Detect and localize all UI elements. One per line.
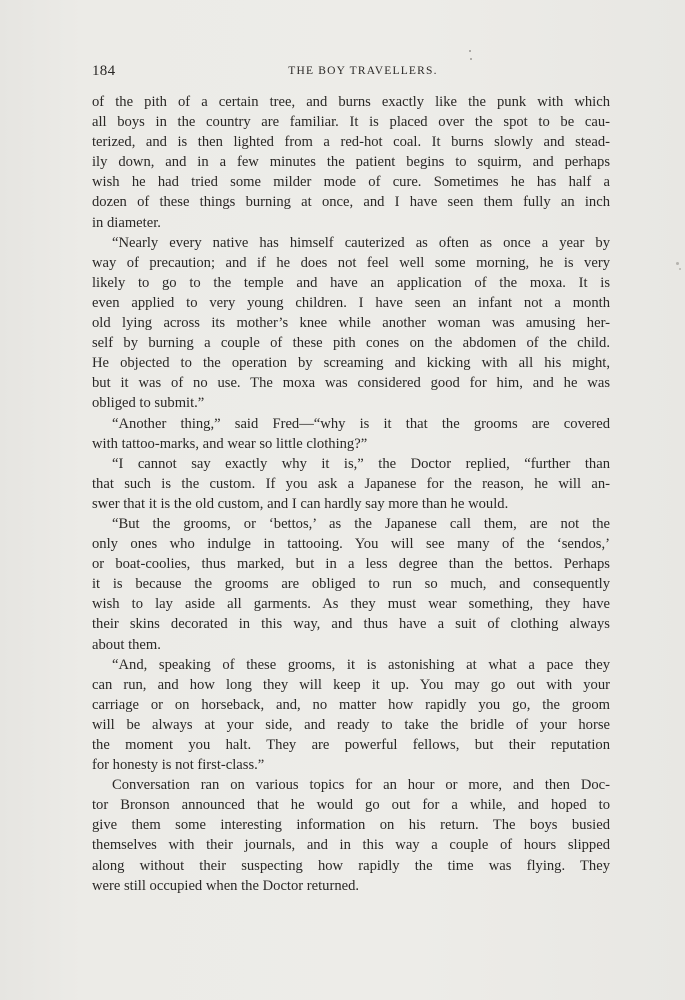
text-line: only ones who indulge in tattooing. You will see many of the ‘sendos,’ <box>92 536 610 553</box>
text-line: “Nearly every native has himself cauterized as often as once a year by <box>112 234 610 251</box>
text-line: their skins decorated in this way, and thus have a suit of clothing always <box>92 616 610 633</box>
text-line: give them some interesting information on his return. The boys busied <box>92 817 610 834</box>
text-line: wish to lay aside all garments. As they must wear something, they have <box>92 596 610 613</box>
text-line: or boat-coolies, thus marked, but in a less degree than the bettos. Perhaps <box>92 556 610 573</box>
text-line: “Another thing,” said Fred—“why is it that the grooms are covered <box>112 415 610 432</box>
text-line: themselves with their journals, and in this way a couple of hours slipped <box>92 837 610 854</box>
running-title: THE BOY TRAVELLERS. <box>288 65 438 77</box>
text-line: were still occupied when the Doctor returned. <box>92 877 360 894</box>
text-line: likely to go to the temple and have an application of the moxa. It is <box>92 274 610 291</box>
page-number: 184 <box>92 63 116 79</box>
ink-speck <box>470 58 472 60</box>
text-line: the moment you halt. They are powerful fellows, but their reputation <box>92 737 610 753</box>
text-line: tor Bronson announced that he would go out for a while, and hoped to <box>92 797 610 814</box>
text-line: old lying across its mother’s knee while another woman was amusing her- <box>92 315 610 332</box>
text-line: “I cannot say exactly why it is,” the Doctor replied, “further than <box>112 455 610 472</box>
text-line: even applied to very young children. I have seen an infant not a month <box>92 294 610 311</box>
text-line: about them. <box>92 636 161 653</box>
text-line: dozen of these things burning at once, and I have seen them fully an inch <box>92 194 610 211</box>
text-line: for honesty is not first-class.” <box>92 757 265 774</box>
text-line: way of precaution; and if he does not feel well some morning, he is very <box>92 254 610 271</box>
text-line: “But the grooms, or ‘bettos,’ as the Japanese call them, are not the <box>112 515 610 532</box>
text-line: wish he had tried some milder mode of cure. Sometimes he has half a <box>92 174 610 191</box>
text-line: of the pith of a certain tree, and burns exactly like the punk with which <box>92 94 610 110</box>
text-line: He objected to the operation by screaming and kicking with all his might, <box>92 355 610 372</box>
ink-speck <box>676 262 679 265</box>
text-line: terized, and is then lighted from a red-hot coal. It burns slowly and stead- <box>92 134 610 151</box>
text-line: ily down, and in a few minutes the patient begins to squirm, and perhaps <box>92 154 610 171</box>
text-line: that such is the custom. If you ask a Japanese for the reason, he will an- <box>92 475 610 492</box>
text-line: swer that it is the old custom, and I can hardly say more than he would. <box>92 495 509 512</box>
text-line: along without their suspecting how rapidly the time was flying. They <box>92 857 610 874</box>
text-line: self by burning a couple of these pith cones on the abdomen of the child. <box>92 335 610 352</box>
text-line: in diameter. <box>92 214 161 231</box>
text-line: it is because the grooms are obliged to run so much, and consequently <box>92 576 610 593</box>
text-line: with tattoo-marks, and wear so little clothing?” <box>92 435 368 452</box>
ink-speck <box>679 268 681 270</box>
text-line: carriage or on horseback, and, no matter how rapidly you go, the groom <box>92 696 610 713</box>
text-line: Conversation ran on various topics for an hour or more, and then Doc- <box>112 777 610 794</box>
text-line: can run, and how long they will keep it up. You may go out with your <box>92 676 610 693</box>
ink-speck <box>469 50 471 52</box>
text-line: all boys in the country are familiar. It is placed over the spot to be cau- <box>92 114 610 131</box>
text-line: “And, speaking of these grooms, it is astonishing at what a pace they <box>112 656 610 673</box>
text-line: obliged to submit.” <box>92 395 205 412</box>
body-text <box>92 92 610 896</box>
text-line: but it was of no use. The moxa was considered good for him, and he was <box>92 375 610 392</box>
text-line: will be always at your side, and ready to take the bridle of your horse <box>92 716 610 733</box>
page-header <box>92 63 610 85</box>
